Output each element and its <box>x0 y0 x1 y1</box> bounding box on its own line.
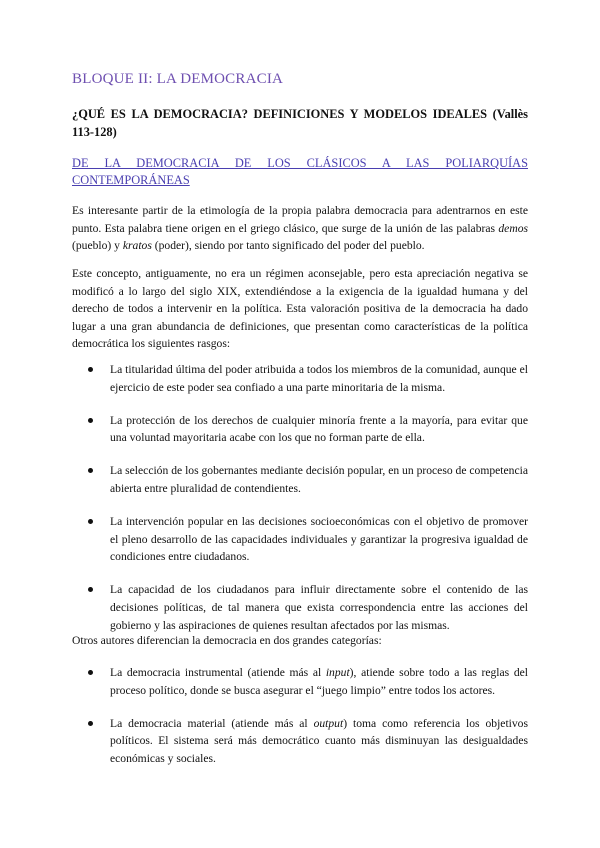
features-list <box>72 361 528 650</box>
categories-list <box>72 664 528 783</box>
list-item-text: ), atiende sobre todo a las reglas del proceso político, donde se busca asegurar el “juego limpio” entre todos los actores. <box>110 666 528 697</box>
list-item-text: ) toma como referencia los objetivos políticos. El sistema será más democrático cuanto más disminuyan las desigualdades económicas y sociales. <box>110 716 528 765</box>
bullet-icon <box>88 418 93 423</box>
list-item-text: La protección de los derechos de cualquier minoría frente a la mayoría, para evitar que una voluntad mayoritaria acabe con los que no forman parte de ella. <box>110 413 528 445</box>
intro-paragraph-history: Este concepto, antiguamente, no era un régimen aconsejable, pero esta apreciación negativa se modificó a lo largo del siglo XIX, extendiéndose a la exigencia de la igualdad humana y del derecho de todos a intervenir en la política. Esta valoración positiva de la democracia ha dado lugar a una gran abundancia de definiciones, que presentan como características de la política democrática los siguientes rasgos: <box>72 267 528 351</box>
list-item <box>72 361 528 396</box>
block-title: BLOQUE II: LA DEMOCRACIA <box>72 71 284 87</box>
list-item-text: La capacidad de los ciudadanos para influir directamente sobre el contenido de las decisiones políticas, de tal manera que exista correspondencia entre las acciones del gobierno y las aspiraciones de quienes resultan afectados por las mismas. <box>110 583 528 632</box>
list-item <box>72 664 528 699</box>
bullet-icon <box>88 519 93 524</box>
bullet-icon <box>88 468 93 473</box>
categories-intro: Otros autores diferencian la democracia en dos grandes categorías: <box>72 634 382 647</box>
term-demos: demos <box>498 221 528 235</box>
question-title: ¿QUÉ ES LA DEMOCRACIA? DEFINICIONES Y MODELOS IDEALES (Vallès 113-128) <box>72 107 528 139</box>
section-heading-link[interactable]: DE LA DEMOCRACIA DE LOS CLÁSICOS A LAS POLIARQUÍAS CONTEMPORÁNEAS <box>72 156 528 187</box>
list-item <box>72 513 528 566</box>
intro-text: (pueblo) y <box>72 239 123 253</box>
list-item-text: La intervención popular en las decisiones socioeconómicas con el objetivo de promover el pleno desarrollo de las capacidades individuales y garantizar la progresiva igualdad de condiciones entre ciudadanos. <box>110 515 528 564</box>
term-kratos: kratos <box>122 239 152 253</box>
list-item <box>72 462 528 497</box>
term-input: input <box>325 666 350 679</box>
list-item-text: La titularidad última del poder atribuida a todos los miembros de la comunidad, aunque el ejercicio de este poder sea confiado a una parte minoritaria de la misma. <box>110 363 528 394</box>
bullet-icon <box>88 587 93 592</box>
list-item <box>72 412 528 447</box>
list-item <box>72 581 528 634</box>
list-item-text: La democracia material (atiende más al <box>110 716 314 730</box>
list-item <box>72 715 528 768</box>
intro-paragraph-etymology <box>72 202 528 255</box>
intro-text: Es interesante partir de la etimología de la propia palabra democracia para adentrarnos en este punto. Esta palabra tiene origen en el griego clásico, que surge de la unión de las palabras <box>72 204 528 235</box>
term-output: output <box>313 716 344 730</box>
list-item-text: La selección de los gobernantes mediante decisión popular, en un proceso de competencia abierta entre pluralidad de contendientes. <box>110 464 528 495</box>
bullet-icon <box>88 721 93 726</box>
list-item-text: La democracia instrumental (atiende más al <box>110 666 326 679</box>
bullet-icon <box>88 670 93 675</box>
bullet-icon <box>88 367 93 372</box>
intro-text: (poder), siendo por tanto significado del poder del pueblo. <box>151 239 425 253</box>
